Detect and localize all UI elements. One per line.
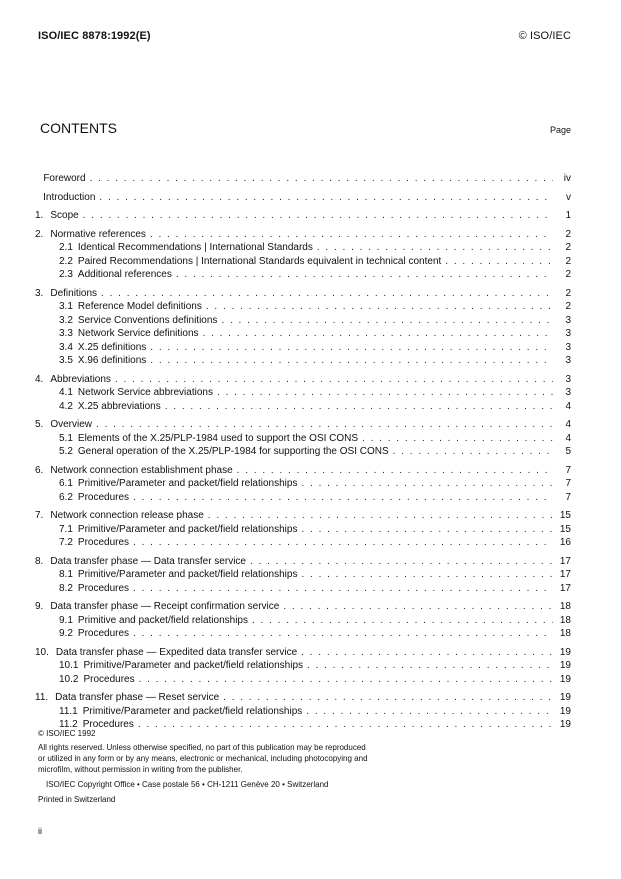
toc-entry-number: 4.2 bbox=[59, 400, 73, 412]
dot-leader bbox=[250, 555, 553, 569]
dot-leader bbox=[223, 691, 553, 705]
toc-entry-page: 18 bbox=[559, 628, 571, 639]
toc-entry-number: 5. bbox=[35, 419, 44, 430]
toc-entry-title: Network Service definitions bbox=[77, 328, 199, 339]
dot-leader bbox=[306, 705, 553, 719]
toc-entry-title: Abbreviations bbox=[50, 373, 111, 385]
toc-entry[interactable] bbox=[35, 241, 571, 255]
toc-entry-title: Identical Recommendations | International Standards bbox=[77, 242, 313, 253]
toc-entry-number: 11. bbox=[35, 692, 49, 703]
toc-entry-number: 4.1 bbox=[59, 387, 73, 398]
dot-leader bbox=[96, 418, 553, 432]
page-number: ii bbox=[38, 826, 42, 836]
dot-leader bbox=[283, 600, 553, 614]
dot-leader bbox=[133, 627, 553, 641]
toc-entry-title: Additional references bbox=[77, 269, 172, 280]
dot-leader bbox=[301, 568, 553, 582]
rights-line-2: or utilized in any form or by any means, electronic or mechanical, including photocopying and bbox=[38, 754, 368, 763]
rights-line-1: All rights reserved. Unless otherwise specified, no part of this publication may be reproduced bbox=[38, 743, 366, 752]
dot-leader bbox=[165, 400, 553, 414]
toc-entry[interactable] bbox=[35, 432, 571, 446]
standard-id: ISO/IEC 8878:1992(E) bbox=[38, 30, 151, 42]
toc-entry[interactable] bbox=[35, 445, 571, 459]
toc-entry-number: 6.2 bbox=[59, 491, 73, 503]
toc-entry-page: 3 bbox=[565, 314, 571, 326]
toc-entry-page: 19 bbox=[559, 719, 571, 730]
copyright-office-address: ISO/IEC Copyright Office • Case postale 56 • CH-1211 Genève 20 • Switzerland bbox=[46, 780, 329, 789]
toc-entry-page: 3 bbox=[565, 387, 571, 398]
toc-entry-page: 3 bbox=[565, 355, 571, 366]
dot-leader bbox=[206, 300, 553, 314]
toc-entry-title: Network connection establishment phase bbox=[50, 464, 233, 476]
toc-entry-number: 10.1 bbox=[59, 660, 79, 671]
toc-entry-title: Data transfer phase — Reset service bbox=[55, 692, 220, 703]
toc-entry-title: Procedures bbox=[77, 628, 130, 639]
dot-leader bbox=[83, 209, 553, 223]
toc-entry-page: 3 bbox=[565, 373, 571, 385]
toc-entry-page: 7 bbox=[565, 478, 571, 489]
toc-entry-number: 2. bbox=[35, 228, 44, 240]
toc-entry[interactable] bbox=[35, 354, 571, 368]
toc-entry-page: 2 bbox=[565, 242, 571, 253]
toc-entry-title: X.25 abbreviations bbox=[77, 400, 161, 412]
toc-entry-title: Primitive and packet/field relationships bbox=[77, 614, 248, 626]
toc-entry-title: Elements of the X.25/PLP-1984 used to support the OSI CONS bbox=[77, 432, 359, 444]
toc-entry[interactable] bbox=[35, 646, 571, 660]
toc-entry-title: Service Conventions definitions bbox=[77, 314, 218, 326]
toc-entry-number: 2.1 bbox=[59, 242, 73, 253]
toc-entry-page: 19 bbox=[559, 705, 571, 717]
toc-entry-page: 3 bbox=[565, 341, 571, 353]
toc-entry-title: Reference Model definitions bbox=[77, 301, 202, 312]
toc-entry-title: Paired Recommendations | International Standards equivalent in technical content bbox=[77, 255, 442, 267]
toc-entry[interactable] bbox=[35, 555, 571, 569]
toc-entry-title: Primitive/Parameter and packet/field relationships bbox=[82, 705, 303, 717]
dot-leader bbox=[203, 327, 553, 341]
toc-entry[interactable] bbox=[35, 341, 571, 355]
toc-entry-page: 4 bbox=[565, 432, 571, 444]
toc-entry-number: 9.2 bbox=[59, 628, 73, 639]
toc-entry-number: 3.1 bbox=[59, 301, 73, 312]
toc-entry[interactable] bbox=[35, 287, 571, 301]
toc-entry-title: Procedures bbox=[82, 719, 134, 730]
toc-entry-number: 10.2 bbox=[59, 673, 79, 685]
copyright-year: © ISO/IEC 1992 bbox=[38, 729, 96, 738]
toc-entry-number: 5.1 bbox=[59, 432, 73, 444]
toc-entry-number: 8.2 bbox=[59, 582, 73, 594]
dot-leader bbox=[301, 646, 553, 660]
toc-entry-page: 15 bbox=[559, 523, 571, 535]
toc-entry-title: Procedures bbox=[77, 582, 130, 594]
toc-entry-number: 9.1 bbox=[59, 614, 73, 626]
toc-entry[interactable] bbox=[35, 209, 571, 223]
toc-entry-page: 17 bbox=[559, 555, 571, 567]
dot-leader bbox=[101, 287, 553, 301]
toc-entry-title: Network Service abbreviations bbox=[77, 387, 213, 398]
toc-entry-page: 2 bbox=[565, 228, 571, 240]
toc-entry-page: 5 bbox=[565, 446, 571, 457]
toc-entry-page: 1 bbox=[565, 210, 571, 221]
dot-leader bbox=[208, 509, 553, 523]
dot-leader bbox=[150, 354, 553, 368]
toc-entry-page: 2 bbox=[565, 269, 571, 280]
toc-entry[interactable] bbox=[35, 509, 571, 523]
dot-leader bbox=[307, 659, 553, 673]
toc-entry-page: 19 bbox=[559, 646, 571, 658]
dot-leader bbox=[301, 477, 553, 491]
toc-entry-page: 18 bbox=[559, 614, 571, 626]
dot-leader bbox=[150, 341, 553, 355]
toc-entry-title: Primitive/Parameter and packet/field relationships bbox=[77, 478, 298, 489]
toc-entry-title: Procedures bbox=[77, 491, 130, 503]
toc-entry[interactable] bbox=[35, 268, 571, 282]
toc-entry-page: 18 bbox=[559, 601, 571, 612]
toc-entry-number: 11.1 bbox=[59, 705, 78, 717]
toc-entry-number: 4. bbox=[35, 373, 44, 385]
toc-entry-page: 19 bbox=[559, 692, 571, 703]
toc-entry-number: 11.2 bbox=[59, 719, 78, 730]
toc-entry[interactable] bbox=[35, 191, 571, 205]
toc-entry-page: 2 bbox=[565, 255, 571, 267]
toc-entry-title: Data transfer phase — Expedited data transfer service bbox=[55, 646, 298, 658]
toc-entry-number: 6. bbox=[35, 464, 44, 476]
toc-entry[interactable] bbox=[35, 691, 571, 705]
dot-leader bbox=[393, 445, 553, 459]
toc-entry-title: Primitive/Parameter and packet/field relationships bbox=[77, 523, 298, 535]
table-of-contents bbox=[35, 172, 571, 732]
toc-entry[interactable] bbox=[35, 536, 571, 550]
toc-entry-title: Scope bbox=[50, 210, 79, 221]
contents-title: CONTENTS bbox=[40, 120, 117, 136]
toc-entry-page: iv bbox=[563, 173, 571, 184]
copyright-notice bbox=[38, 728, 458, 805]
dot-leader bbox=[301, 523, 553, 537]
toc-entry-title: Foreword bbox=[43, 173, 86, 184]
toc-entry[interactable] bbox=[35, 659, 571, 673]
toc-entry-page: 4 bbox=[565, 419, 571, 430]
toc-entry-title: Procedures bbox=[83, 673, 135, 685]
toc-entry-number: 7. bbox=[35, 510, 44, 521]
dot-leader bbox=[139, 673, 553, 687]
toc-entry-number: 10. bbox=[35, 646, 49, 658]
copyright-mark: © ISO/IEC bbox=[518, 30, 571, 42]
toc-entry-number: 8.1 bbox=[59, 569, 73, 580]
toc-entry-title: Primitive/Parameter and packet/field relationships bbox=[77, 569, 298, 580]
page-column-label: Page bbox=[549, 125, 571, 135]
dot-leader bbox=[133, 536, 553, 550]
toc-entry-title: Network connection release phase bbox=[50, 510, 204, 521]
toc-entry-page: 17 bbox=[559, 582, 571, 594]
toc-entry[interactable] bbox=[35, 300, 571, 314]
toc-entry[interactable] bbox=[35, 491, 571, 505]
toc-entry[interactable] bbox=[35, 418, 571, 432]
toc-entry-page: 4 bbox=[565, 400, 571, 412]
toc-entry-number: 5.2 bbox=[59, 446, 73, 457]
toc-entry-page: 17 bbox=[559, 569, 571, 580]
dot-leader bbox=[176, 268, 553, 282]
toc-entry-title: Data transfer phase — Receipt confirmation service bbox=[50, 601, 280, 612]
toc-entry-number: 2.2 bbox=[59, 255, 73, 267]
toc-entry[interactable] bbox=[35, 477, 571, 491]
toc-entry-title: Introduction bbox=[43, 191, 96, 203]
toc-entry-number: 7.2 bbox=[59, 537, 73, 548]
toc-entry-page: 19 bbox=[559, 660, 571, 671]
toc-entry[interactable] bbox=[35, 705, 571, 719]
toc-entry-title: General operation of the X.25/PLP-1984 for supporting the OSI CONS bbox=[77, 446, 389, 457]
toc-entry-page: 19 bbox=[559, 673, 571, 685]
toc-entry[interactable] bbox=[35, 373, 571, 387]
toc-entry-title: Data transfer phase — Data transfer service bbox=[50, 555, 246, 567]
dot-leader bbox=[252, 614, 553, 628]
toc-entry[interactable] bbox=[35, 523, 571, 537]
toc-entry-page: 15 bbox=[559, 510, 571, 521]
toc-entry-number: 7.1 bbox=[59, 523, 73, 535]
toc-entry[interactable] bbox=[35, 386, 571, 400]
toc-entry-number: 9. bbox=[35, 601, 44, 612]
toc-entry[interactable] bbox=[35, 568, 571, 582]
dot-leader bbox=[237, 464, 553, 478]
toc-entry-title: Definitions bbox=[50, 287, 98, 299]
toc-entry-page: v bbox=[566, 191, 571, 203]
toc-entry[interactable] bbox=[35, 400, 571, 414]
dot-leader bbox=[221, 314, 553, 328]
toc-entry-page: 2 bbox=[565, 287, 571, 299]
toc-entry[interactable] bbox=[35, 600, 571, 614]
toc-entry[interactable] bbox=[35, 327, 571, 341]
toc-entry-number: 3.3 bbox=[59, 328, 73, 339]
dot-leader bbox=[99, 191, 553, 205]
toc-entry[interactable] bbox=[35, 228, 571, 242]
dot-leader bbox=[362, 432, 553, 446]
dot-leader bbox=[133, 582, 553, 596]
toc-entry-page: 7 bbox=[565, 464, 571, 476]
toc-entry-page: 3 bbox=[565, 328, 571, 339]
toc-entry[interactable] bbox=[35, 314, 571, 328]
toc-entry-page: 16 bbox=[559, 537, 571, 548]
dot-leader bbox=[90, 172, 553, 186]
toc-entry-number: 6.1 bbox=[59, 478, 73, 489]
printed-in: Printed in Switzerland bbox=[38, 795, 116, 804]
toc-entry[interactable] bbox=[35, 627, 571, 641]
toc-entry[interactable] bbox=[35, 172, 571, 186]
toc-entry[interactable] bbox=[35, 614, 571, 628]
toc-entry-number: 3.2 bbox=[59, 314, 73, 326]
rights-line-3: microfilm, without permission in writing from the publisher. bbox=[38, 765, 243, 774]
toc-entry-number: 3.4 bbox=[59, 341, 73, 353]
toc-entry-number: 1. bbox=[35, 210, 44, 221]
dot-leader bbox=[115, 373, 553, 387]
dot-leader bbox=[317, 241, 553, 255]
dot-leader bbox=[133, 491, 553, 505]
toc-entry-page: 7 bbox=[565, 491, 571, 503]
toc-entry[interactable] bbox=[35, 582, 571, 596]
toc-entry-title: Overview bbox=[50, 419, 93, 430]
dot-leader bbox=[445, 255, 553, 269]
toc-entry-number: 2.3 bbox=[59, 269, 73, 280]
toc-entry-title: Primitive/Parameter and packet/field relationships bbox=[83, 660, 304, 671]
toc-entry-number: 3. bbox=[35, 287, 44, 299]
toc-entry[interactable] bbox=[35, 464, 571, 478]
toc-entry[interactable] bbox=[35, 255, 571, 269]
toc-entry-title: X.96 definitions bbox=[77, 355, 147, 366]
toc-entry-title: Procedures bbox=[77, 537, 130, 548]
toc-entry-title: Normative references bbox=[50, 228, 146, 240]
toc-entry[interactable] bbox=[35, 673, 571, 687]
toc-entry-number: 8. bbox=[35, 555, 44, 567]
dot-leader bbox=[150, 228, 553, 242]
toc-entry-number: 3.5 bbox=[59, 355, 73, 366]
toc-entry-page: 2 bbox=[565, 301, 571, 312]
dot-leader bbox=[217, 386, 553, 400]
toc-entry-title: X.25 definitions bbox=[77, 341, 147, 353]
